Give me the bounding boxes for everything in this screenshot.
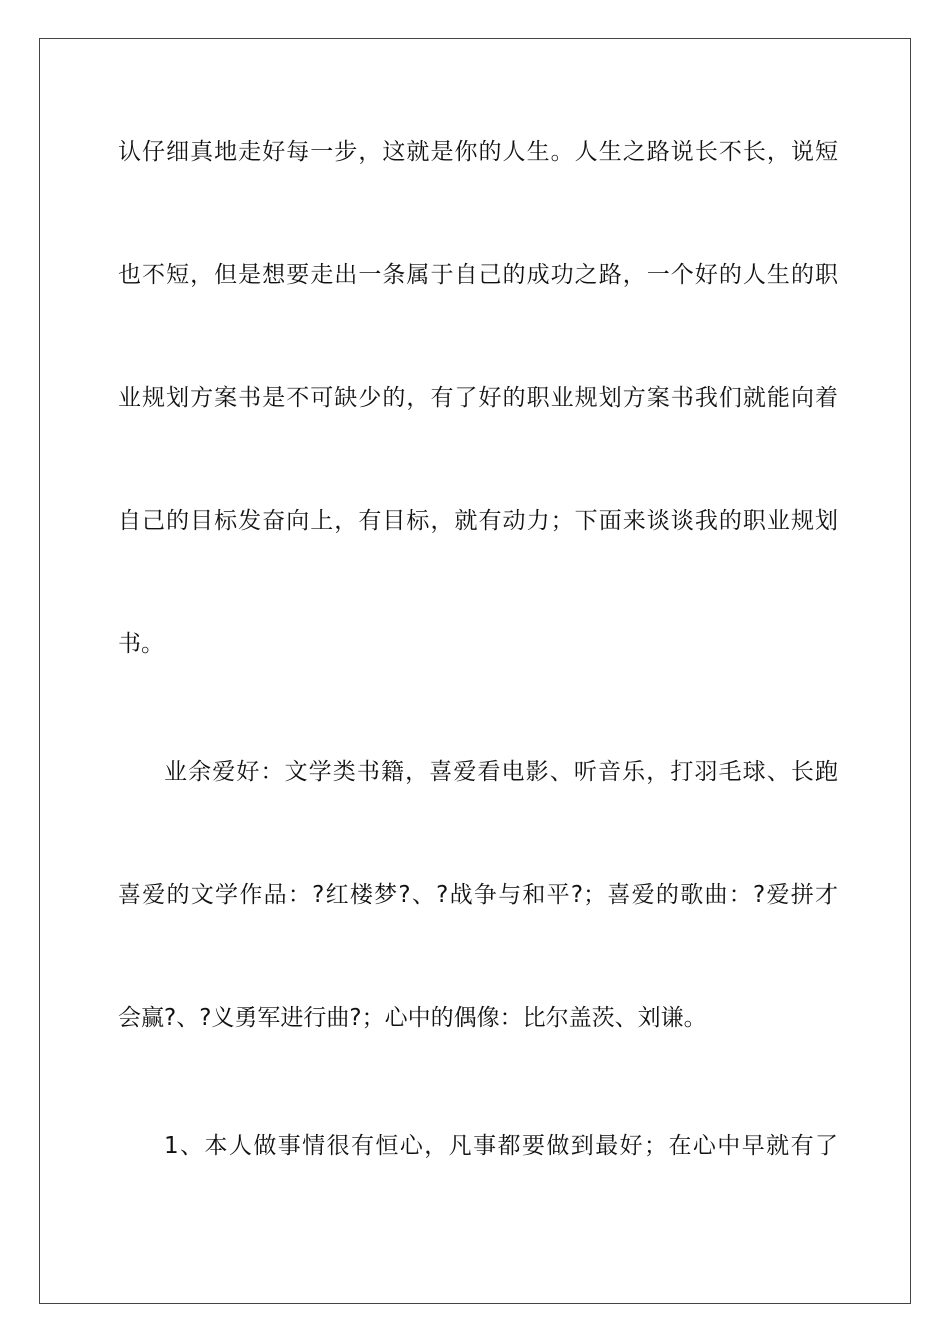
paragraph-line-2: 也不短，但是想要走出一条属于自己的成功之路，一个好的人生的职 xyxy=(118,262,838,288)
favorites-line-1: 喜爱的文学作品：?红楼梦?、?战争与和平?；喜爱的歌曲：?爱拼才 xyxy=(118,882,838,908)
hobbies-line: 业余爱好：文学类书籍，喜爱看电影、听音乐，打羽毛球、长跑 xyxy=(164,759,838,785)
paragraph-line-4: 自己的目标发奋向上，有目标，就有动力；下面来谈谈我的职业规划 xyxy=(118,508,838,534)
paragraph-line-1: 认仔细真地走好每一步，这就是你的人生。人生之路说长不长，说短 xyxy=(118,139,838,165)
favorites-line-2: 会赢?、?义勇军进行曲?；心中的偶像：比尔盖茨、刘谦。 xyxy=(118,1005,707,1031)
list-item-1-line: 1、本人做事情很有恒心，凡事都要做到最好；在心中早就有了 xyxy=(164,1133,838,1159)
paragraph-line-3: 业规划方案书是不可缺少的，有了好的职业规划方案书我们就能向着 xyxy=(118,385,838,411)
paragraph-line-5: 书。 xyxy=(118,631,164,657)
page-border xyxy=(39,38,911,1304)
